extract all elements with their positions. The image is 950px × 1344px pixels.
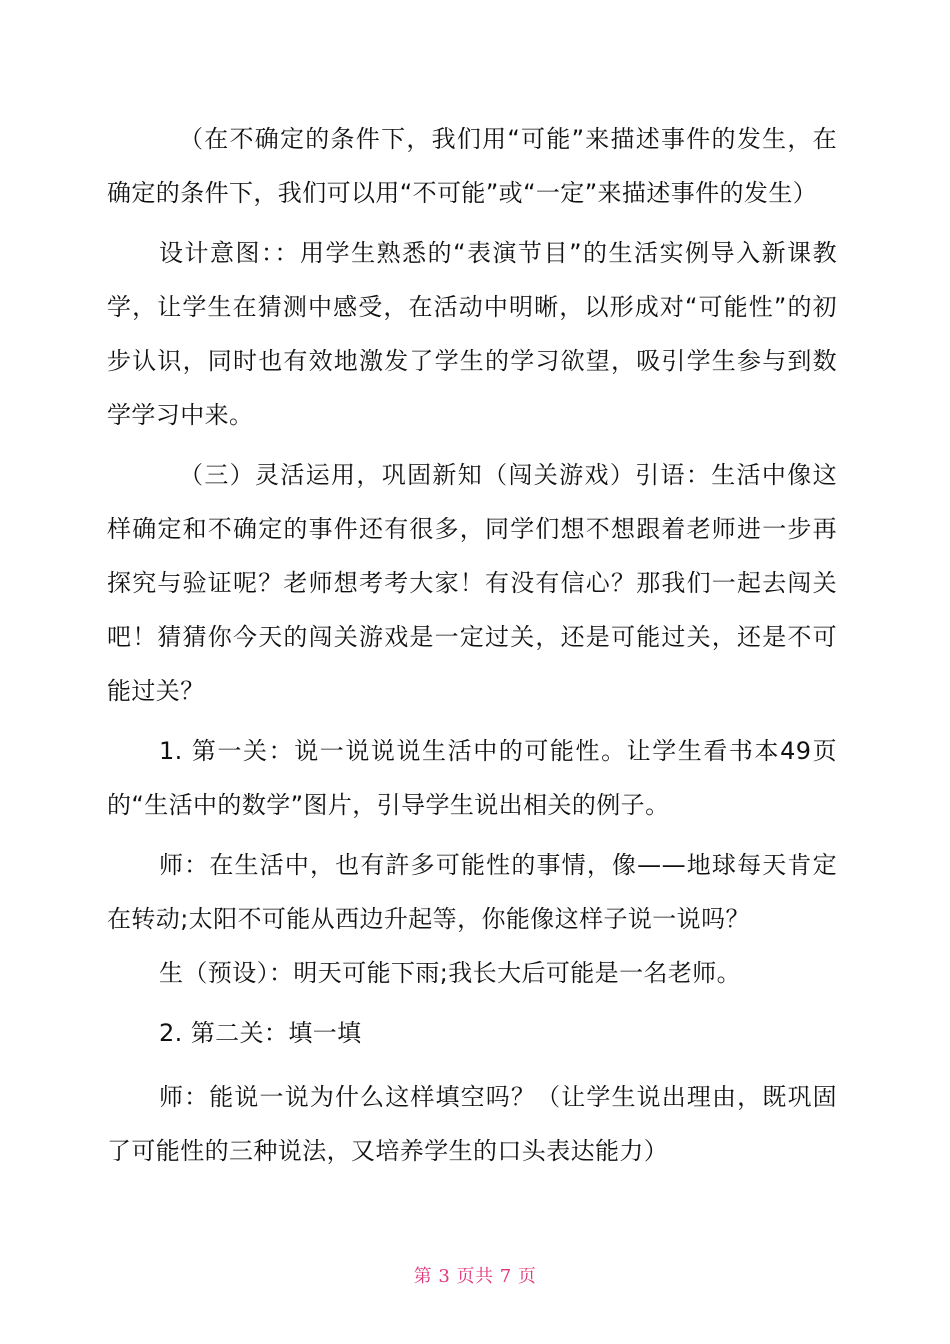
paragraph-design-intent: 设计意图：：用学生熟悉的“表演节目”的生活实例导入新课教学，让学生在猜测中感受，在活动中明晰，以形成对“可能性”的初步认识，同时也有效地激发了学生的学习欲望，吸引学生参与到数学学习中来。 [107,239,837,429]
paragraph-condition-note: （在不确定的条件下，我们用“可能”来描述事件的发生，在确定的条件下，我们可以用“不可能”或“一定”来描述事件的发生） [107,125,837,207]
paragraph-teacher-question: 师：能说一说为什么这样填空吗？（让学生说出理由，既巩固了可能性的三种说法，又培养学生的口头表达能力） [107,1083,837,1165]
paragraph-level-two: 2. 第二关：填一填 [159,1019,362,1047]
document-body [107,112,837,1178]
paragraph-level-one: 1. 第一关：说一说说说生活中的可能性。让学生看书本49页的“生活中的数学”图片，引导学生说出相关的例子。 [107,737,837,819]
paragraph-teacher-example: 师：在生活中，也有許多可能性的事情，像——地球每天肯定在转动;太阳不可能从西边升起等，你能像这样子说一说吗？ [107,851,837,933]
paragraph-section-three: （三）灵活运用，巩固新知（闯关游戏）引语：生活中像这样确定和不确定的事件还有很多，同学们想不想跟着老师进一步再探究与验证呢？老师想考考大家！有没有信心？那我们一起去闯关吧！猜猜你今天的闯关游戏是一定过关，还是可能过关，还是不可能过关？ [107,461,837,705]
paragraph-student-preset: 生（预设）：明天可能下雨;我长大后可能是一名老师。 [159,959,742,987]
page-number-footer: 第 3 页共 7 页 [413,1266,537,1287]
